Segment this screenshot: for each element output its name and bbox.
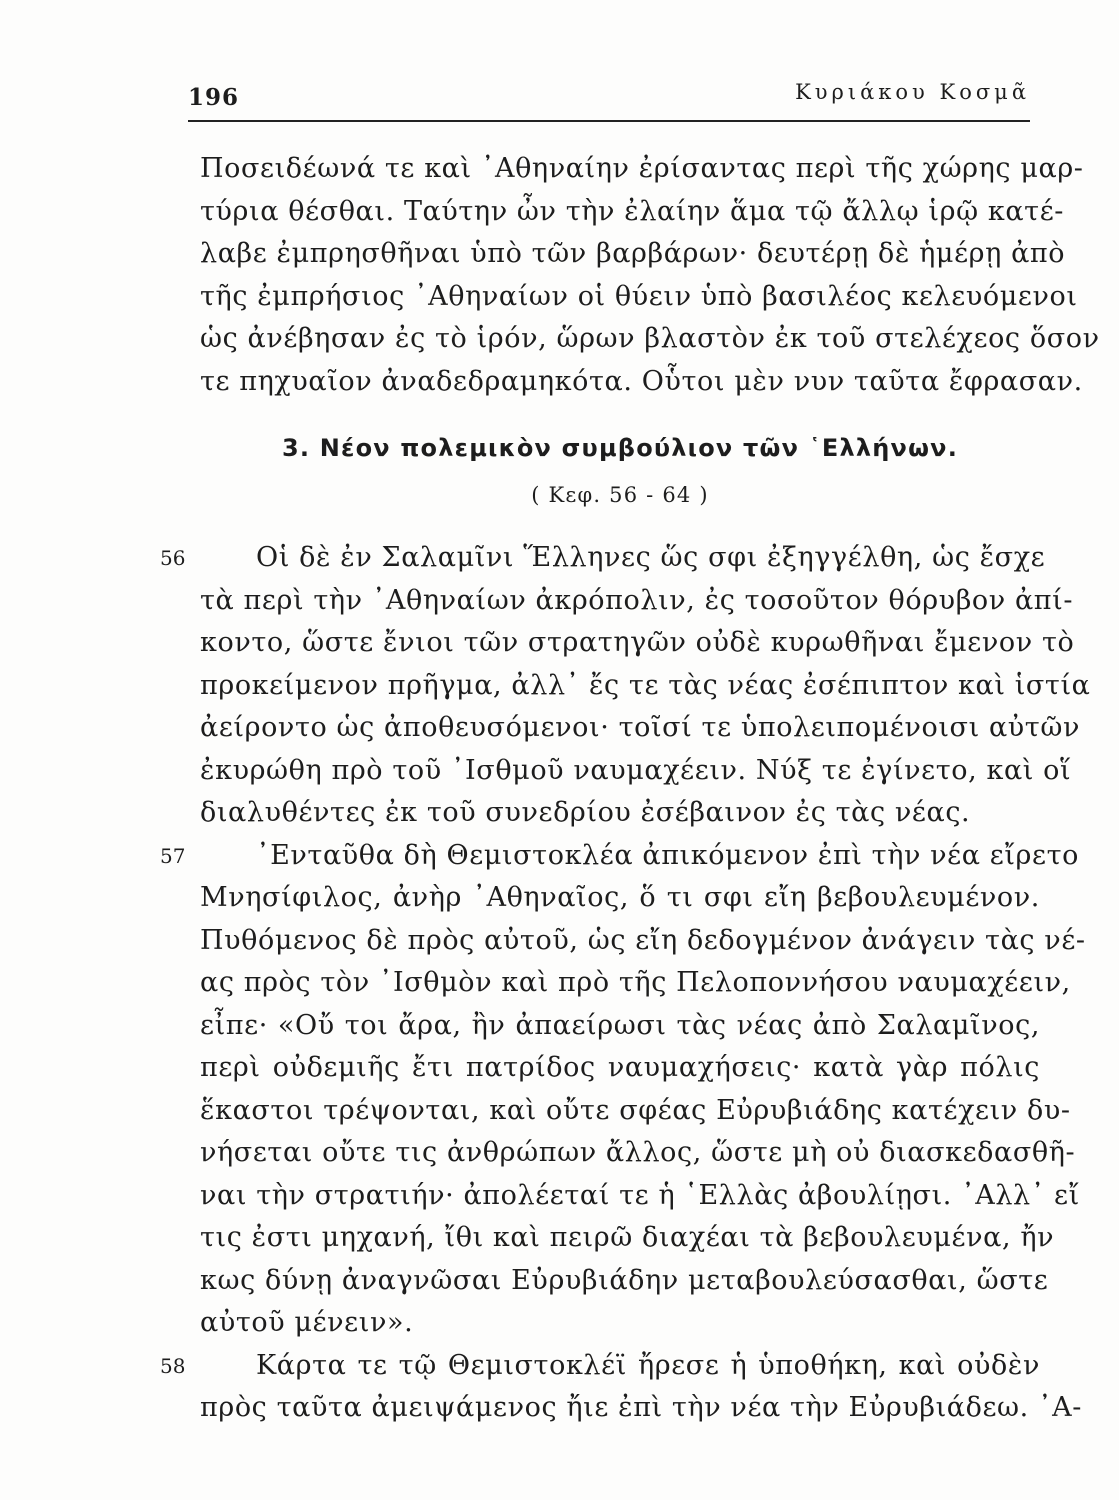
text-line: τύρια θέσθαι. Ταύτην ὦν τὴν ἐλαίην ἅμα τῷ ἄλλῳ ἱρῷ κατέ- [200, 195, 1065, 227]
text-line: ναι τὴν στρατιήν· ἀπολέεταί τε ἡ ῾Ελλὰς ἀβουλίῃσι. ᾿Αλλ᾿ εἴ [200, 1179, 1080, 1211]
text-line: λαβε ἐμπρησθῆναι ὑπὸ τῶν βαρβάρων· δευτέρῃ δὲ ἡμέρῃ ἀπὸ [200, 238, 1066, 269]
text-line: τις ἐστι μηχανή, ἴθι καὶ πειρῶ διαχέαι τὰ βεβουλευμένα, ἤν [200, 1222, 1055, 1253]
text-line: 56 Οἱ δὲ ἐν Σαλαμῖνι Ἕλληνες ὥς σφι ἐξηγγέλθη, ὡς ἔσχε [160, 537, 1040, 580]
text-line: αὐτοῦ μένειν». [200, 1307, 414, 1338]
text-line: ἕκαστοι τρέψονται, καὶ οὔτε σφέας Εὐρυβιάδης κατέχειν δυ- [200, 1094, 1071, 1126]
page-number: 196 [188, 84, 240, 111]
chapter-number: 57 [160, 843, 186, 868]
running-head: Κυριάκου Κοσμᾶ [795, 80, 1030, 104]
text-line: διαλυθέντες ἐκ τοῦ συνεδρίου ἐσέβαινον ἐς τὰς νέας. [200, 797, 971, 828]
text-line: προκείμενον πρῆγμα, ἀλλ᾿ ἔς τε τὰς νέας ἐσέπιπτον καὶ ἱστία [200, 669, 1091, 701]
text-line: Ποσειδέωνά τε καὶ ᾿Αθηναίην ἐρίσαντας περὶ τῆς χώρης μαρ- [200, 153, 1084, 184]
text-line: κως δύνῃ ἀναγνῶσαι Εὐρυβιάδην μεταβουλεύσασθαι, ὥστε [200, 1264, 1049, 1296]
text-line: εἶπε· «Οὔ τοι ἄρα, ἢν ἀπαείρωσι τὰς νέας ἀπὸ Σαλαμῖνος, [200, 1009, 1040, 1041]
text-line: 58 Κάρτα τε τῷ Θεμιστοκλέϊ ἤρεσε ἡ ὑποθήκη, καὶ οὐδὲν [160, 1345, 1040, 1388]
text-line: τῆς ἐμπρήσιος ᾿Αθηναίων οἱ θύειν ὑπὸ βασιλέος κελευόμενοι [200, 280, 1078, 312]
text-line: ἀείροντο ὡς ἀποθευσόμενοι· τοῖσί τε ὑπολειπομένοισι αὐτῶν [200, 712, 1080, 743]
text-line: Μνησίφιλος, ἀνὴρ ᾿Αθηναῖος, ὅ τι σφι εἴη βεβουλευμένον. [200, 882, 1040, 913]
chapter-number: 56 [160, 546, 186, 570]
text-line: Πυθόμενος δὲ πρὸς αὐτοῦ, ὡς εἴη δεδογμένον ἀνάγειν τὰς νέ- [200, 924, 1086, 956]
page-header [188, 70, 1030, 126]
text-line: νήσεται οὔτε τις ἀνθρώπων ἄλλος, ὥστε μὴ οὐ διασκεδασθῆ- [200, 1137, 1076, 1168]
section-heading: 3. Νέον πολεμικὸν συμβούλιον τῶν ῾Ελλήνων. [281, 434, 959, 462]
header-rule [188, 120, 1030, 122]
text-line: ας πρὸς τὸν ᾿Ισθμὸν καὶ πρὸ τῆς Πελοποννήσου ναυμαχέειν, [200, 967, 1071, 998]
text-line: κοντο, ὥστε ἔνιοι τῶν στρατηγῶν οὐδὲ κυρωθῆναι ἔμενον τὸ [200, 627, 1075, 658]
text-line: 57 ᾿Ενταῦθα δὴ Θεμιστοκλέα ἀπικόμενον ἐπὶ τὴν νέα εἴρετο [160, 835, 1040, 878]
text-line: ὡς ἀνέβησαν ἐς τὸ ἱρόν, ὥρων βλαστὸν ἐκ τοῦ στελέχεος ὅσον [200, 323, 1100, 354]
chapter-number: 58 [160, 1353, 186, 1378]
text-line: περὶ οὐδεμιῆς ἔτι πατρίδος ναυμαχήσεις· κατὰ γὰρ πόλις [200, 1052, 1040, 1083]
text-line: πρὸς ταῦτα ἀμειψάμενος ἤιε ἐπὶ τὴν νέα τὴν Εὐρυβιάδεω. ᾿Α- [200, 1392, 1082, 1423]
body-text [160, 148, 1100, 1430]
text-line: τε πηχυαῖον ἀναδεδραμηκότα. Οὗτοι μὲν νυν ταῦτα ἔφρασαν. [200, 365, 1083, 397]
text-line: ἐκυρώθη πρὸ τοῦ ᾿Ισθμοῦ ναυμαχέειν. Νύξ τε ἐγίνετο, καὶ οἵ [200, 754, 1072, 786]
section-subheading: ( Κεφ. 56 - 64 ) [531, 483, 709, 507]
text-line: τὰ περὶ τὴν ᾿Αθηναίων ἀκρόπολιν, ἐς τοσοῦτον θόρυβον ἀπί- [200, 584, 1074, 616]
